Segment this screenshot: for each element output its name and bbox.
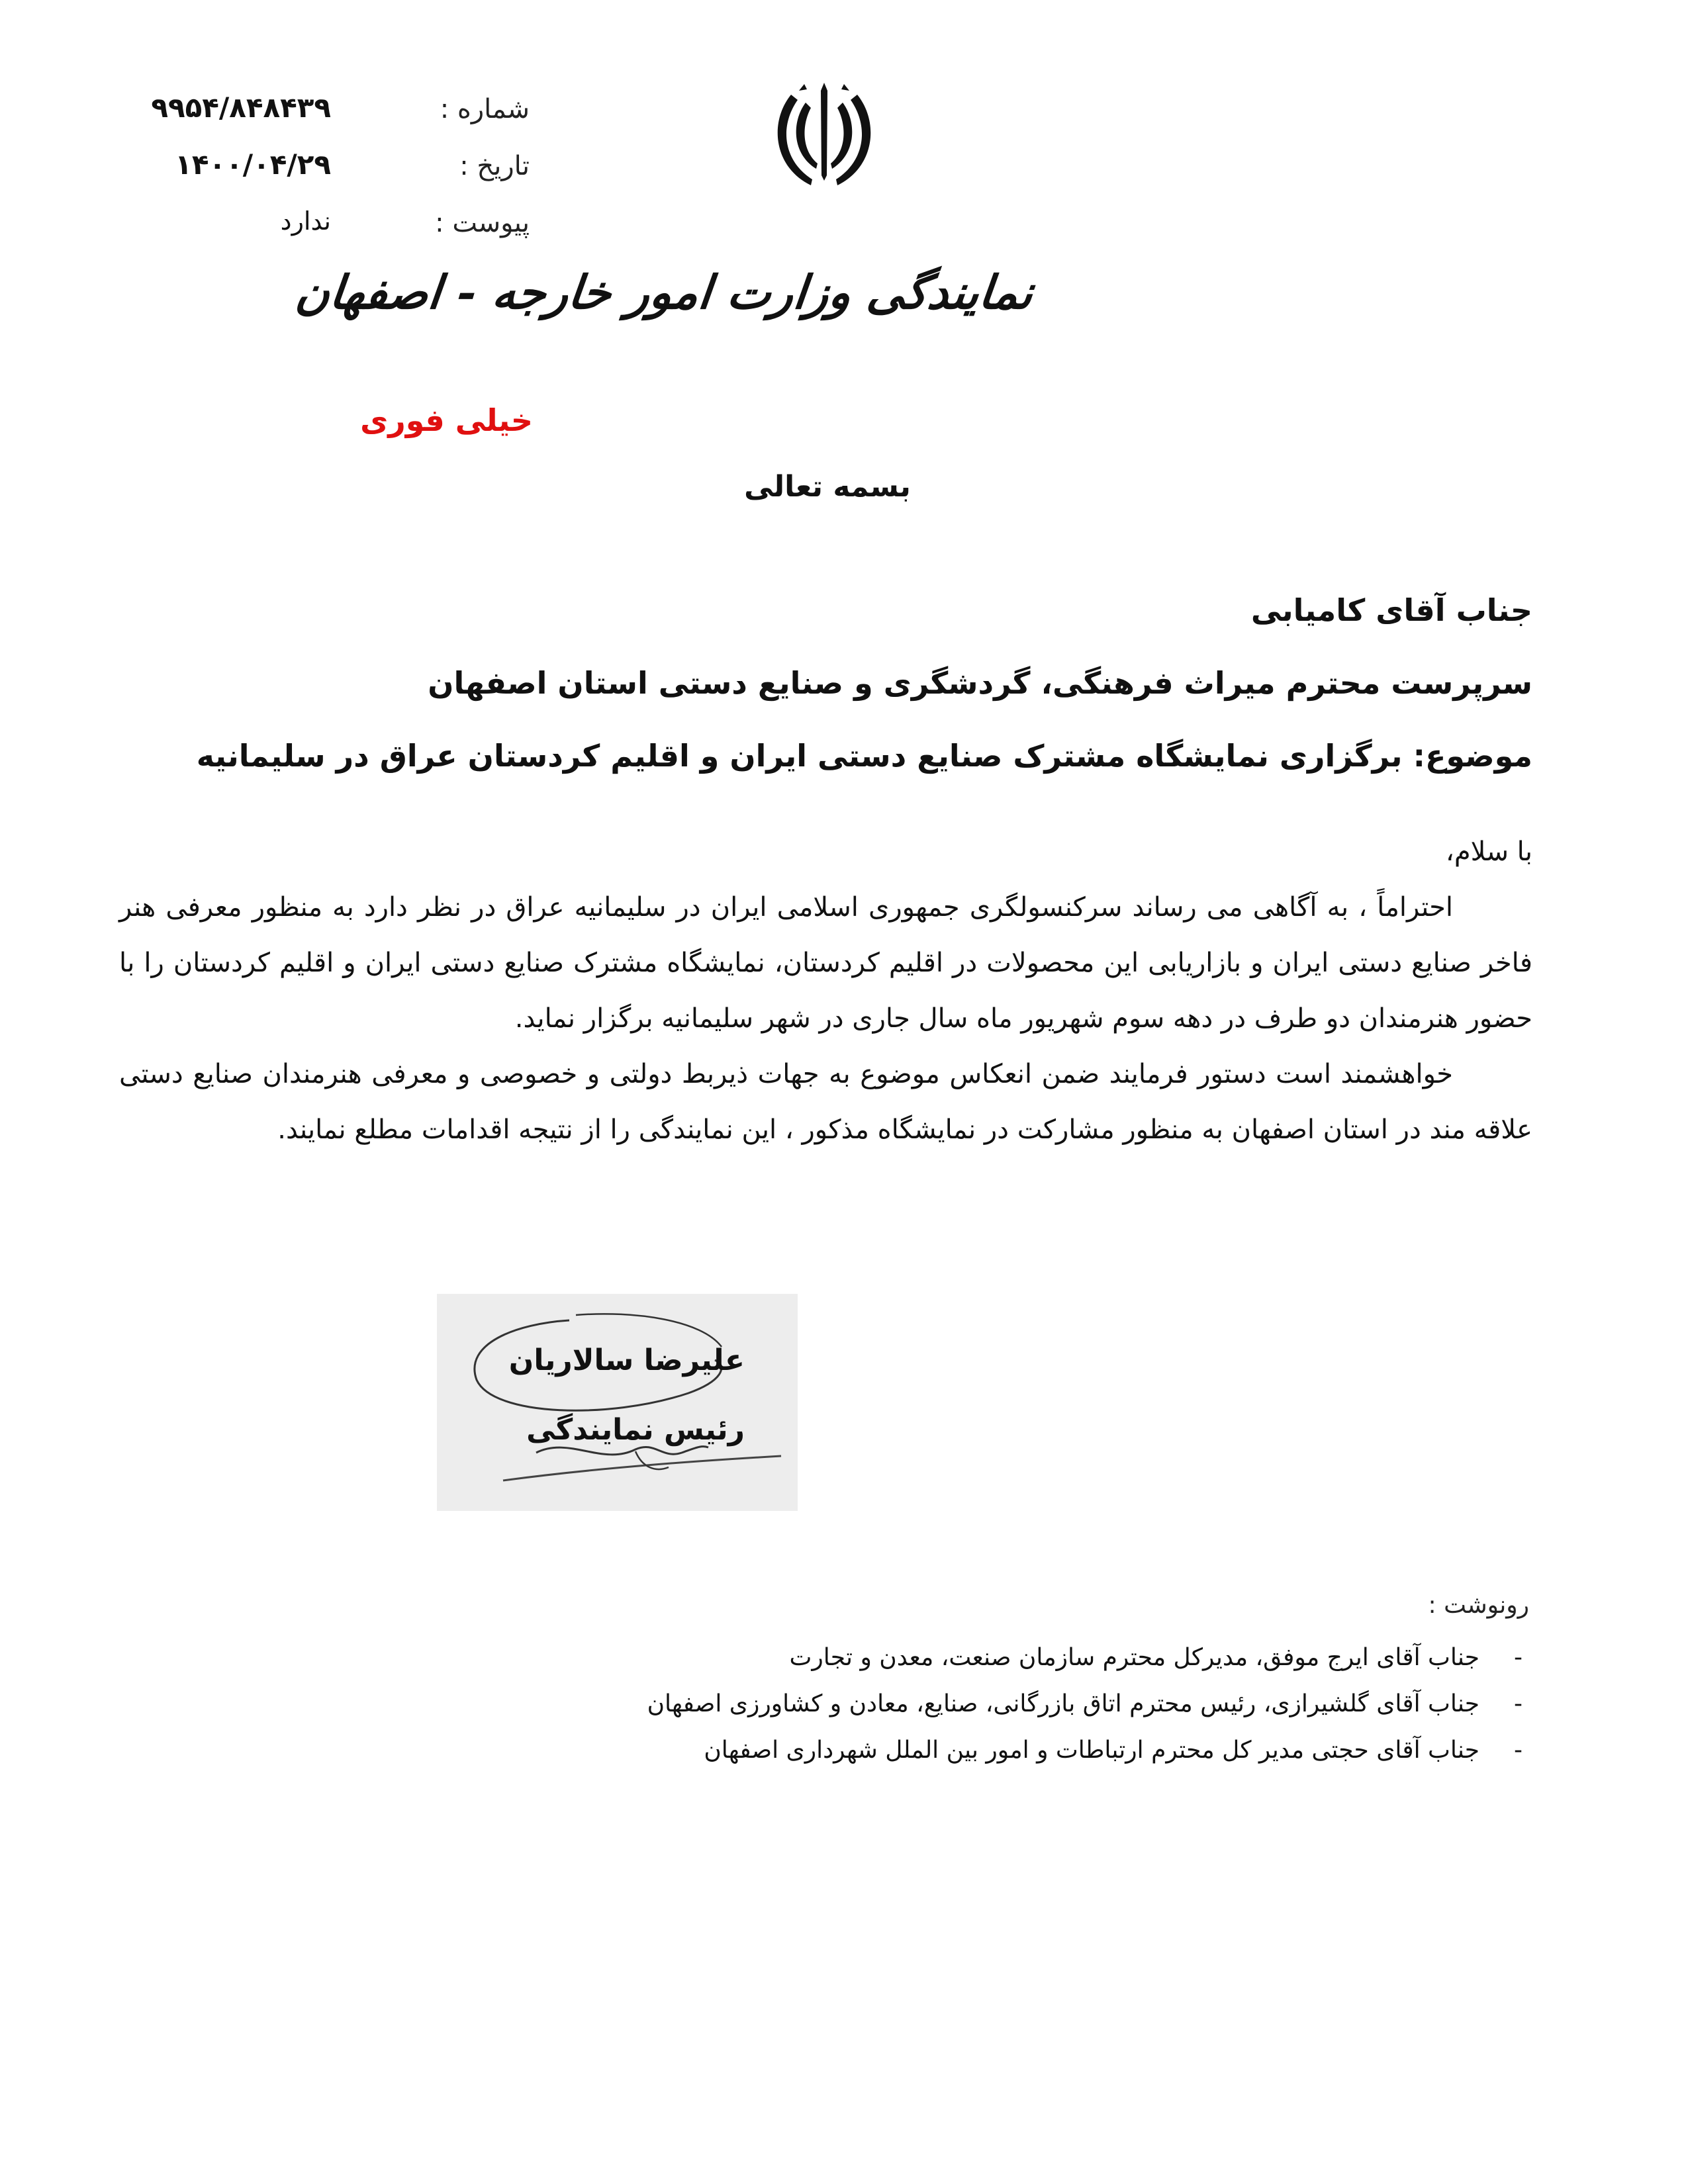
- greeting: با سلام،: [1445, 837, 1532, 867]
- attachment-label: پیوست :: [435, 208, 530, 238]
- cc-label: رونوشت :: [1428, 1592, 1529, 1619]
- cc-item-text: جناب آقای ایرج موفق، مدیرکل محترم سازمان صنعت، معدن و تجارت: [789, 1644, 1479, 1671]
- agency-title: نمایندگی وزارت امور خارجه - اصفهان: [293, 265, 1036, 320]
- list-dash: -: [1514, 1690, 1523, 1717]
- signature-block: [437, 1294, 798, 1511]
- letter-body: [119, 824, 1532, 1158]
- cc-item: [536, 1635, 1529, 1681]
- cc-list: [536, 1635, 1529, 1774]
- iran-emblem-icon: [765, 76, 884, 195]
- list-dash: -: [1514, 1737, 1523, 1764]
- body-paragraph-2: خواهشمند است دستور فرمایند ضمن انعکاس موضوع به جهات ذیربط دولتی و خصوصی و معرفی هنرمندان صنایع دستی علاقه مند در استان اصفهان به منظور مشارکت در نمایشگاه مذکور ، این نمایندگی را از نتیجه اقدامات مطلع نمایند.: [119, 1059, 1532, 1145]
- letter-date: ۱۴۰۰/۰۴/۲۹: [175, 148, 331, 181]
- attachment-value: ندارد: [280, 206, 331, 236]
- recipient-title: سرپرست محترم میراث فرهنگی، گردشگری و صنایع دستی استان اصفهان: [428, 665, 1532, 701]
- signatory-name: علیرضا سالاریان: [508, 1343, 745, 1377]
- cc-item-text: جناب آقای گلشیرازی، رئیس محترم اتاق بازرگانی، صنایع، معادن و کشاورزی اصفهان: [647, 1690, 1479, 1717]
- priority-label: خیلی فوری: [360, 402, 533, 438]
- date-label: تاریخ :: [459, 151, 530, 181]
- letter-subject: موضوع: برگزاری نمایشگاه مشترک صنایع دستی ایران و اقلیم کردستان عراق در سلیمانیه: [196, 738, 1532, 774]
- cc-item-text: جناب آقای حجتی مدیر کل محترم ارتباطات و امور بین الملل شهرداری اصفهان: [704, 1737, 1479, 1764]
- cc-item: [536, 1681, 1529, 1727]
- cc-item: [536, 1727, 1529, 1774]
- basmala-heading: بسمه تعالی: [744, 470, 911, 504]
- signatory-title: رئیس نمایندگی: [526, 1413, 745, 1447]
- letter-number: ۹۹۵۴/۸۴۸۴۳۹: [151, 91, 331, 124]
- list-dash: -: [1514, 1644, 1523, 1671]
- number-label: شماره :: [440, 94, 530, 124]
- handwritten-signature: [437, 1294, 798, 1511]
- body-paragraph-1: احتراماً ، به آگاهی می رساند سرکنسولگری جمهوری اسلامی ایران در سلیمانیه عراق در نظر دارد به منظور معرفی هنر فاخر صنایع دستی ایران و بازاریابی این محصولات در اقلیم کردستان، نمایشگاه مشترک صنایع دستی ایران و اقلیم کردستان را با حضور هنرمندان دو طرف در دهه سوم شهریور ماه سال جاری در شهر سلیمانیه برگزار نماید.: [119, 892, 1532, 1034]
- recipient-name: جناب آقای کامیابی: [1250, 592, 1532, 628]
